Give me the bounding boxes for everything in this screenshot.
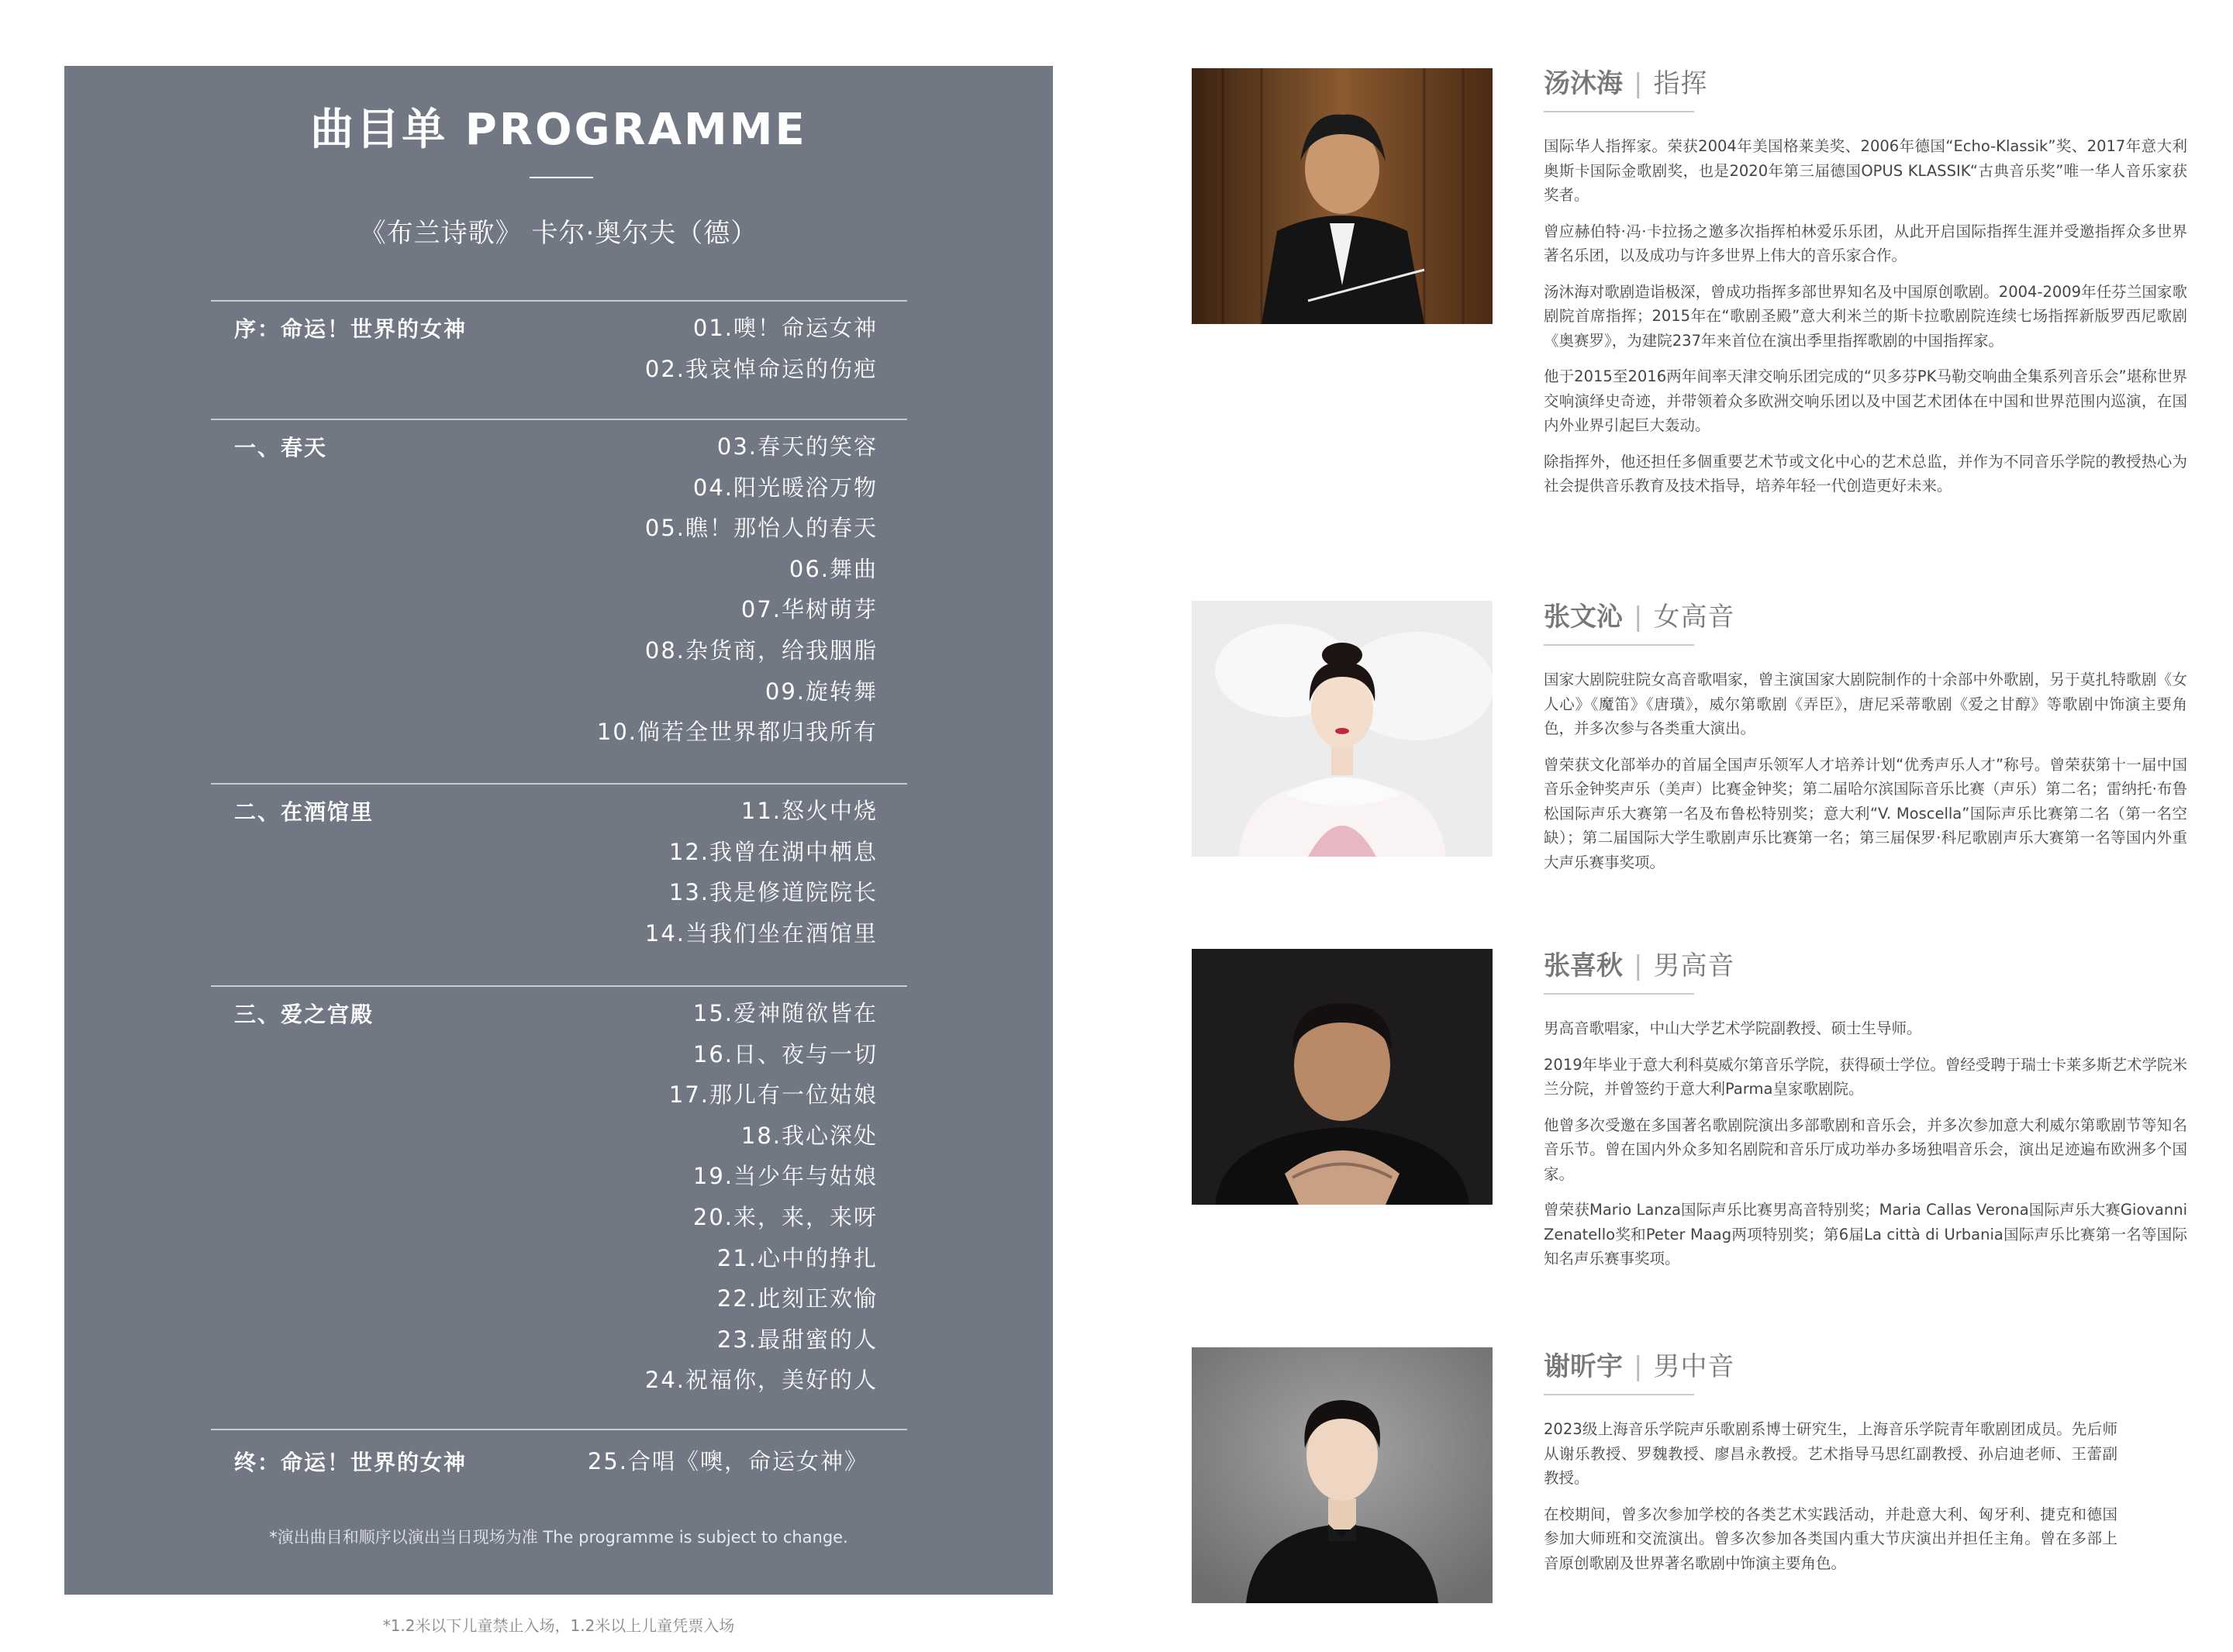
baritone-photo-art [1192,1347,1493,1603]
performer-name-row [1544,944,2187,982]
conductor-photo-art [1192,68,1493,324]
piece-item: 11.怒火中烧 [740,798,878,824]
programme-panel [64,66,1053,1595]
tenor-photo [1192,949,1493,1205]
performer-bio [1544,62,2187,510]
performer-name-row [1544,1345,2187,1383]
bio-paragraph: 除指挥外，他还担任多個重要艺术节或文化中心的艺术总监，并作为不同音乐学院的教授热心为社会提供音乐教育及技术指导，培养年轻一代创造更好未来。 [1544,452,2187,495]
performer-bio [1544,1345,2187,1587]
section-name: 二、在酒馆里 [234,799,374,825]
piece-item: 20.来，来，来呀 [692,1203,878,1230]
piece-item: 12.我曾在湖中栖息 [668,838,878,865]
name-separator: | [1634,602,1643,633]
piece-list [645,993,878,1401]
programme-section [211,1429,907,1475]
piece-item: 23.最甜蜜的人 [716,1326,878,1353]
piece-item: 10.倘若全世界都归我所有 [596,719,878,746]
conductor-photo [1192,68,1493,324]
section-name: 序：命运！世界的女神 [234,316,468,342]
name-divider [1544,993,1694,995]
bio-paragraph: 国际华人指挥家。荣获2004年美国格莱美奖、2006年德国“Echo-Klassik”奖、2017年意大利奥斯卡国际金歌剧奖，也是2020年第三届德国OPUS KLASSIK“古典音乐奖”唯一华人音乐家获奖者。 [1544,137,2187,204]
performer-bio [1544,944,2187,1283]
bio-paragraph: 他曾多次受邀在多国著名歌剧院演出多部歌剧和音乐会，并多次参加意大利威尔第歌剧节等知名音乐节。曾在国内外众多知名剧院和音乐厅成功举办多场独唱音乐会，演出足迹遍布欧洲多个国家。 [1544,1116,2187,1183]
work-title: 《布兰诗歌》 卡尔·奥尔夫（德） [359,218,758,249]
performer-name: 张喜秋 [1544,950,1623,981]
piece-item: 06.舞曲 [789,555,878,582]
piece-item: 04.阳光暖浴万物 [692,474,878,501]
piece-item: 09.旋转舞 [764,678,878,705]
name-separator: | [1634,1351,1643,1382]
performer-name: 谢昕宇 [1544,1351,1623,1382]
piece-item: 02.我哀悼命运的伤疤 [644,355,878,382]
title-divider [530,177,593,178]
children-admission-note: *1.2米以下儿童禁止入场，1.2米以上儿童凭票入场 [382,1616,735,1635]
name-divider [1544,111,1694,112]
bio-paragraph: 他于2015至2016两年间率天津交响乐团完成的“贝多芬PK马勒交响曲全集系列音乐会”堪称世界交响演绎史奇迹，并带领着众多欧洲交响乐团以及中国艺术团体在中国和世界范围内巡演，在国内外业界引起巨大轰动。 [1544,367,2187,434]
piece-item: 05.瞧！那怡人的春天 [644,515,878,542]
piece-item: 17.那儿有一位姑娘 [668,1081,878,1109]
piece-item: 18.我心深处 [740,1122,878,1149]
piece-item: 16.日、夜与一切 [692,1040,878,1067]
performer-name-row [1544,595,2187,633]
piece-item: 03.春天的笑容 [716,433,878,460]
section-name: 三、爱之宫殿 [234,1002,374,1027]
piece-item: 24.祝福你，美好的人 [644,1367,878,1394]
name-divider [1544,644,1694,646]
bio-paragraph: 男高音歌唱家，中山大学艺术学院副教授、硕士生导师。 [1544,1019,1922,1037]
piece-item: 21.心中的挣扎 [716,1244,878,1271]
bio-paragraph: 曾应赫伯特·冯·卡拉扬之邀多次指挥柏林爱乐乐团，从此开启国际指挥生涯并受邀指挥众多世界著名乐团，以及成功与许多世界上伟大的音乐家合作。 [1544,222,2187,264]
section-name: 终：命运！世界的女神 [234,1450,468,1475]
section-name: 一、春天 [234,435,328,460]
soprano-photo-art [1192,601,1493,857]
bio-paragraph: 2023级上海音乐学院声乐歌剧系博士研究生，上海音乐学院青年歌剧团成员。先后师从谢乐教授、罗魏教授、廖昌永教授。艺术指导马思红副教授、孙启迪老师、王蕾副教授。 [1544,1420,2117,1487]
performer-role: 男中音 [1653,1351,1735,1382]
performer-name-row [1544,62,2187,100]
performer-name: 汤沐海 [1544,68,1623,99]
bio-paragraph: 汤沐海对歌剧造诣极深，曾成功指挥多部世界知名及中国原创歌剧。2004-2009年任芬兰国家歌剧院首席指挥；2015年在“歌剧圣殿”意大利米兰的斯卡拉歌剧院连续七场指挥新版罗西尼歌剧《奥赛罗》，为建院237年来首位在演出季里指挥歌剧的中国指挥家。 [1544,282,2187,350]
bio-paragraph: 曾荣获文化部举办的首届全国声乐领军人才培养计划“优秀声乐人才”称号。曾荣获第十一届中国音乐金钟奖声乐（美声）比赛金钟奖；第二届哈尔滨国际音乐比赛（声乐）第二名；雷纳托·布鲁松国际声乐大赛第一名及布鲁松特别奖；意大利“V. Moscella”国际声乐比赛第二名（第一名空缺）；第二届国际大学生歌剧声乐比赛第一名；第三届保罗·科尼歌剧声乐大赛第一名等国内外重大声乐赛事奖项。 [1544,755,2187,871]
programme-section [211,783,907,947]
piece-item: 07.华树萌芽 [740,596,878,623]
programme-change-note: *演出曲目和顺序以演出当日现场为准 The programme is subject to change. [269,1528,848,1547]
piece-list [597,426,878,753]
bio-paragraph: 在校期间，曾多次参加学校的各类艺术实践活动，并赴意大利、匈牙利、捷克和德国参加大师班和交流演出。曾多次参加各类国内重大节庆演出并担任主角。曾在多部上音原创歌剧及世界著名歌剧中饰演主要角色。 [1544,1505,2117,1572]
programme-section [211,985,907,1394]
performer-role: 指挥 [1653,68,1708,99]
piece-item: 15.爱神随欲皆在 [692,1000,878,1026]
bio-paragraph: 2019年毕业于意大利科莫威尔第音乐学院，获得硕士学位。曾经受聘于瑞士卡莱多斯艺术学院米兰分院，并曾签约于意大利Parma皇家歌剧院。 [1544,1055,2187,1098]
performer-bio [1544,595,2187,886]
piece-item: 14.当我们坐在酒馆里 [644,919,878,947]
name-separator: | [1634,68,1643,99]
baritone-photo [1192,1347,1493,1603]
piece-list [645,308,878,389]
soprano-photo [1192,601,1493,857]
programme-title: 曲目单 PROGRAMME [310,105,807,155]
piece-item: 25.合唱《噢，命运女神》 [587,1448,868,1474]
piece-item: 08.杂货商，给我胭脂 [644,636,878,664]
performer-role: 男高音 [1653,950,1735,981]
bio-paragraph: 曾荣获Mario Lanza国际声乐比赛男高音特别奖；Maria Callas Verona国际声乐大赛Giovanni Zenatello奖和Peter Maag两项特别奖；第6届La città di Urbania国际声乐比赛第一名等国际知名声乐赛事奖项。 [1544,1201,2187,1267]
piece-item: 01.噢！命运女神 [692,315,878,341]
performer-role: 女高音 [1653,602,1735,633]
piece-item: 22.此刻正欢愉 [716,1285,878,1312]
programme-section [211,419,907,746]
bio-paragraph: 国家大剧院驻院女高音歌唱家，曾主演国家大剧院制作的十余部中外歌剧，另于莫扎特歌剧《女人心》《魔笛》《唐璜》，威尔第歌剧《弄臣》，唐尼采蒂歌剧《爱之甘醇》等歌剧中饰演主要角色，并多次参与各类重大演出。 [1544,671,2187,737]
piece-item: 13.我是修道院院长 [668,879,878,906]
tenor-photo-art [1192,949,1493,1205]
piece-list [645,791,878,954]
piece-list [588,1441,868,1482]
performer-name: 张文沁 [1544,602,1623,633]
programme-section [211,300,907,382]
piece-item: 19.当少年与姑娘 [692,1163,878,1190]
name-divider [1544,1394,1694,1395]
name-separator: | [1634,950,1643,981]
